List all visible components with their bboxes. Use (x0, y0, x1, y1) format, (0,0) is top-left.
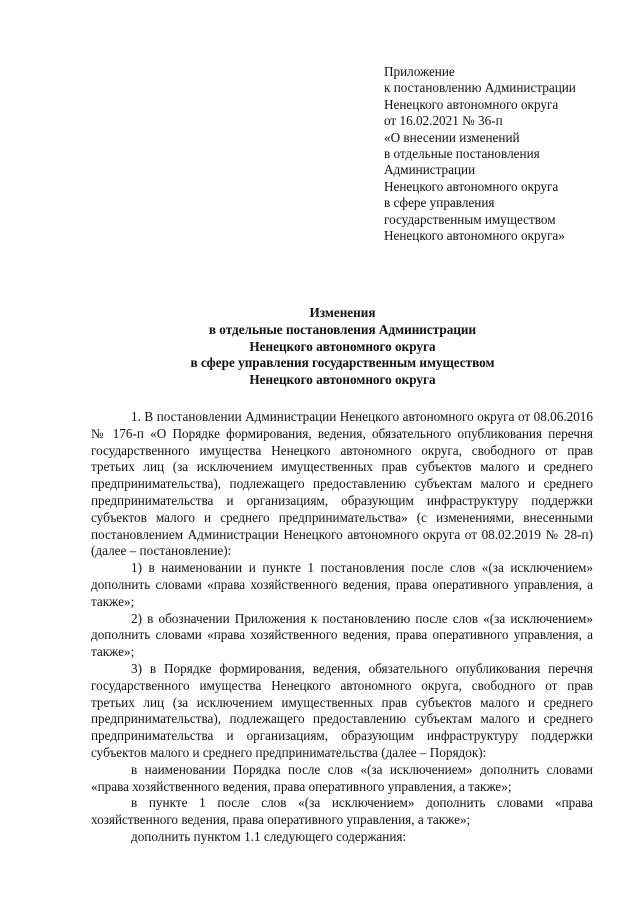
body-paragraph: в наименовании Порядка после слов «(за исключением» дополнить словами «права хозяйственного ведения, права оперативного управления, а также»; (91, 761, 593, 794)
title-line: в сфере управления государственным имуществом (190, 355, 495, 371)
body-paragraph: в пункте 1 после слов «(за исключением» дополнить словами «права хозяйственного ведения, права оперативного управления, а также»; (91, 795, 593, 828)
appendix-line: государственным имуществом (384, 211, 556, 227)
title-line: в отдельные постановления Администрации (208, 321, 477, 337)
appendix-line: в отдельные постановления (384, 146, 540, 162)
title-line: Ненецкого автономного округа (249, 338, 436, 354)
appendix-line: к постановлению Администрации (384, 80, 576, 96)
appendix-line: «О внесении изменений (384, 129, 520, 145)
appendix-line: в сфере управления (384, 195, 495, 211)
body-paragraph: 1. В постановлении Администрации Ненецкого автономного округа от 08.06.2016 № 176-п «О Порядке формирования, ведения, обязательного опубликования перечня государственного имущества Ненецкого автономного округа, свободного от прав третьих лиц (за исключением имущественных прав субъектов малого и среднего предпринимательства), подлежащего предоставлению субъектам малого и среднего предпринимательства и организациям, образующим инфраструктуру поддержки субъектов малого и среднего предпринимательства» (с изменениями, внесенными постановлением Администрации Ненецкого автономного округа от 08.02.2019 № 28-п) (далее – постановление): (91, 409, 593, 559)
appendix-line: Приложение (384, 64, 455, 79)
title-line: Изменения (309, 305, 376, 320)
title-line: Ненецкого автономного округа (249, 372, 436, 388)
appendix-line: Ненецкого автономного округа (384, 96, 559, 112)
document-body (91, 409, 593, 846)
appendix-line: Администрации (384, 162, 476, 178)
appendix-header (384, 64, 624, 244)
appendix-line: Ненецкого автономного округа» (384, 228, 565, 244)
body-paragraph: 2) в обозначении Приложения к постановлению после слов «(за исключением» дополнить словами «права хозяйственного ведения, права оперативного управления, а также»; (91, 610, 593, 660)
body-paragraph: дополнить пунктом 1.1 следующего содержания: (131, 828, 407, 844)
body-paragraph: 1) в наименовании и пункте 1 постановления после слов «(за исключением» дополнить словами «права хозяйственного ведения, права оперативного управления, а также»; (91, 560, 593, 609)
appendix-line: Ненецкого автономного округа (384, 178, 559, 194)
body-paragraph: 3) в Порядке формирования, ведения, обязательного опубликования перечня государственного имущества Ненецкого автономного округа, свободного от прав третьих лиц (за исключением имущественных прав субъектов малого и среднего предпринимательства), подлежащего предоставлению субъектам малого и среднего предпринимательства и организациям, образующим инфраструктуру поддержки субъектов малого и среднего предпринимательства (далее – Порядок): (91, 660, 593, 760)
appendix-line: от 16.02.2021 № 36-п (384, 113, 503, 129)
document-title (90, 305, 595, 389)
